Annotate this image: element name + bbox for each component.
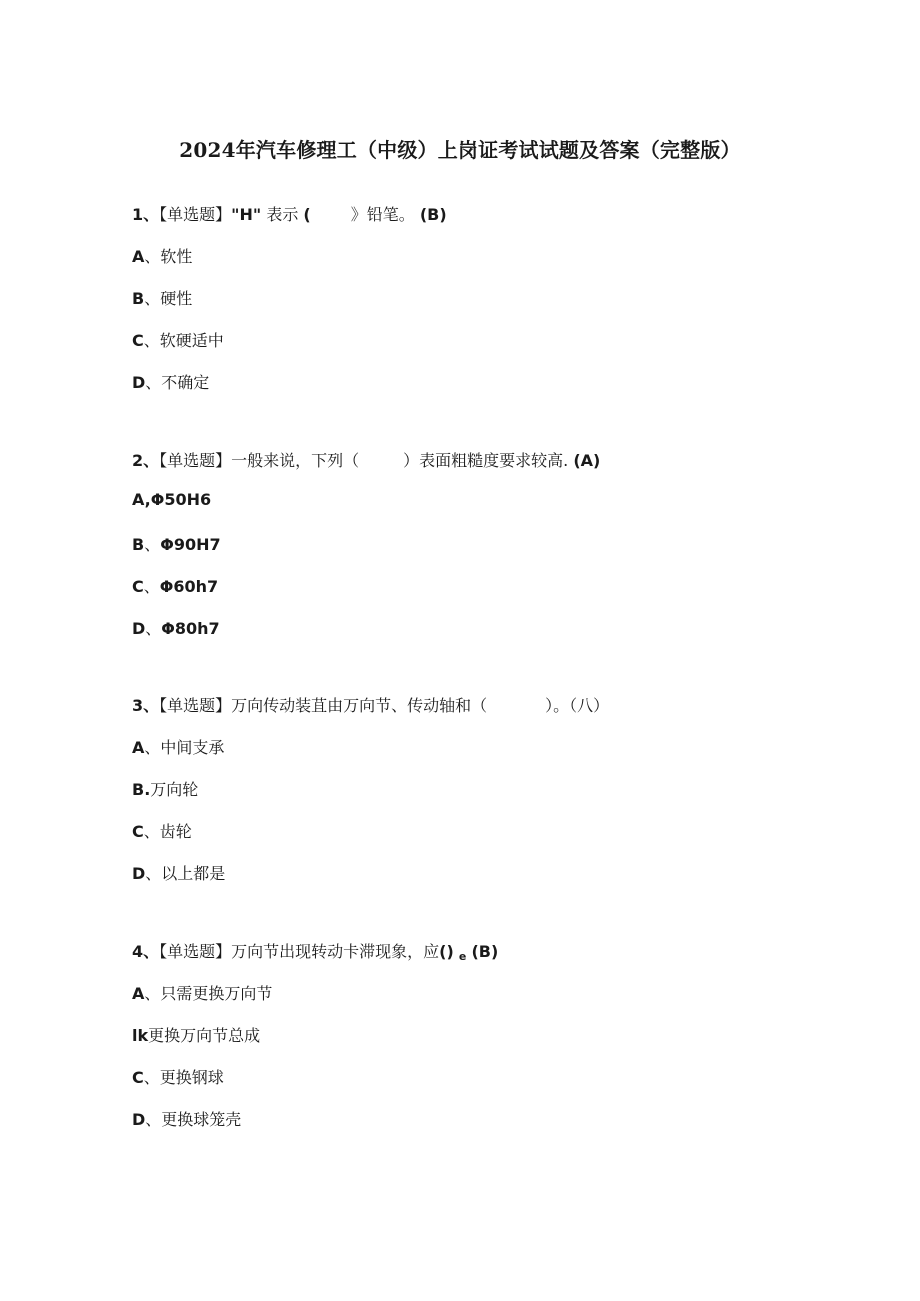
option-key: B. <box>132 780 151 799</box>
option-b <box>132 777 198 800</box>
question-3-stem <box>132 693 609 716</box>
option-separator: 、 <box>145 619 162 638</box>
option-key: D <box>132 1110 146 1129</box>
option-text: 硬性 <box>160 289 193 308</box>
question-text: e <box>458 950 467 963</box>
option-text: Φ60h7 <box>159 577 219 596</box>
option-key: C <box>132 577 144 596</box>
question-text: 万向节出现转动卡滞现象，应 <box>231 942 440 961</box>
option-c <box>132 819 192 842</box>
option-separator: 、 <box>144 289 161 308</box>
question-2-stem <box>132 448 600 471</box>
option-separator: 、 <box>143 577 160 596</box>
option-separator: 、 <box>143 1068 160 1087</box>
question-type: 【单选题】 <box>159 205 232 224</box>
option-a <box>132 244 192 267</box>
question-text: 》铅笔。 <box>350 205 415 224</box>
question-4-stem <box>132 939 498 963</box>
option-key: A <box>132 738 145 757</box>
option-separator: 、 <box>144 984 161 1003</box>
option-text: 软性 <box>160 247 193 266</box>
option-separator: 、 <box>145 864 162 883</box>
page-title: 2024年汽车修理工（中级）上岗证考试试题及答案（完整版） <box>179 138 741 162</box>
option-separator: 、 <box>145 373 162 392</box>
option-text: 中间支承 <box>160 738 225 757</box>
question-text: 表示 <box>266 205 299 224</box>
option-text: Φ80h7 <box>161 619 220 638</box>
question-number: 1、 <box>132 205 160 224</box>
option-separator: 、 <box>144 247 161 266</box>
option-key: A <box>132 984 145 1003</box>
question-type: 【单选题】 <box>159 696 232 715</box>
option-key: B <box>132 289 145 308</box>
question-text: ）表面粗糙度要求较高. <box>403 451 569 470</box>
option-d <box>132 861 225 884</box>
option-a <box>132 981 272 1004</box>
option-text: 不确定 <box>161 373 210 392</box>
option-c <box>132 574 218 597</box>
question-number: 3、 <box>132 696 160 715</box>
option-b <box>132 286 192 309</box>
answer-key: (B) <box>419 205 447 224</box>
option-key: C <box>132 822 144 841</box>
question-text: "H" <box>231 205 262 224</box>
question-type: 【单选题】 <box>159 451 232 470</box>
option-text: 更换钢球 <box>159 1068 224 1087</box>
option-key: D <box>132 864 146 883</box>
question-number: 4、 <box>132 942 160 961</box>
option-key: B <box>132 535 145 554</box>
option-separator: 、 <box>143 822 160 841</box>
option-key: A,Φ50H6 <box>132 490 212 509</box>
option-d <box>132 1107 241 1130</box>
option-key: D <box>132 619 146 638</box>
question-type: 【单选题】 <box>159 942 232 961</box>
question-text: 万向传动装苴由万向节、传动轴和（ <box>231 696 488 715</box>
option-d <box>132 616 220 639</box>
option-d <box>132 370 209 393</box>
option-text: 齿轮 <box>159 822 192 841</box>
option-text: 以上都是 <box>161 864 226 883</box>
question-text: ）。（八） <box>545 696 610 715</box>
option-b <box>132 1023 260 1046</box>
option-text: 万向轮 <box>150 780 199 799</box>
option-separator: 、 <box>143 331 160 350</box>
option-key: C <box>132 1068 144 1087</box>
option-separator: 、 <box>144 738 161 757</box>
option-c <box>132 1065 224 1088</box>
question-text: 一般来说，下列（ <box>231 451 360 470</box>
option-key: C <box>132 331 144 350</box>
option-text: 软硬适中 <box>159 331 224 350</box>
question-text: () <box>439 942 454 961</box>
option-key: lk <box>132 1026 149 1045</box>
option-text: 只需更换万向节 <box>160 984 273 1003</box>
option-separator: 、 <box>144 535 161 554</box>
option-text: 更换球笼壳 <box>161 1110 242 1129</box>
option-c <box>132 328 224 351</box>
answer-key: (B) <box>471 942 499 961</box>
option-a <box>132 490 211 509</box>
option-a <box>132 735 224 758</box>
option-text: Φ90H7 <box>160 535 221 554</box>
question-text: ( <box>303 205 311 224</box>
option-separator: 、 <box>145 1110 162 1129</box>
option-key: A <box>132 247 145 266</box>
question-1-stem <box>132 202 447 225</box>
answer-key: (A) <box>573 451 601 470</box>
option-text: 更换万向节总成 <box>148 1026 261 1045</box>
option-key: D <box>132 373 146 392</box>
question-number: 2、 <box>132 451 160 470</box>
option-b <box>132 532 221 555</box>
